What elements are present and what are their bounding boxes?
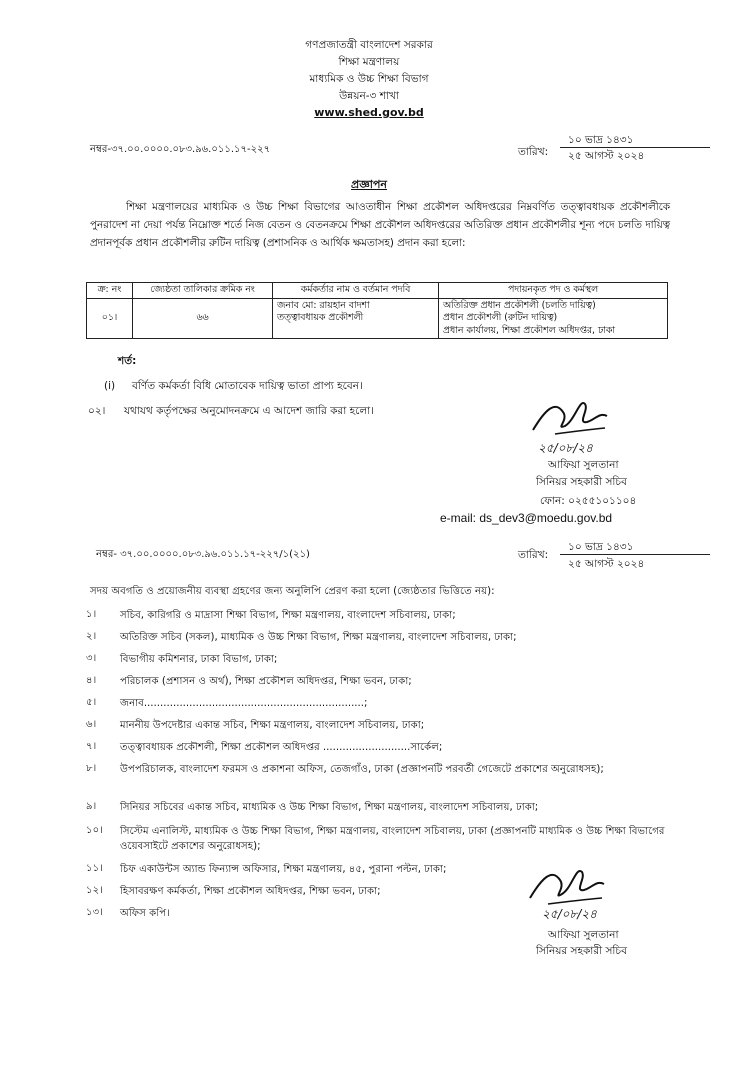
signature-date-2: ২৫/০৮/২৪ (542, 907, 597, 921)
division-name: মাধ্যমিক ও উচ্চ শিক্ষা বিভাগ (309, 73, 429, 85)
list-item: মাননীয় উপদেষ্টার একান্ত সচিব, শিক্ষা মন্ত্রণালয়, বাংলাদেশ সচিবালয়, ঢাকা; (120, 720, 425, 731)
list-item: বিভাগীয় কমিশনার, ঢাকা বিভাগ, ঢাকা; (120, 654, 278, 665)
date-english-2: ২৫ আগস্ট ২০২৪ (560, 554, 710, 571)
ministry-name: শিক্ষা মন্ত্রণালয় (338, 56, 400, 68)
post-line-3: প্রধান কার্যালয়, শিক্ষা প্রকৌশল অধিদপ্তর, ঢাকা (443, 324, 616, 336)
list-item: সিস্টেম এনালিস্ট, মাধ্যমিক ও উচ্চ শিক্ষা বিভাগ, শিক্ষা মন্ত্রণালয়, বাংলাদেশ সচিবালয়, ঢাকা (প্রজ্ঞাপনটি মাধ্যমিক ও উচ্চ শিক্ষা বিভাগের ওয়েবসাইটে প্রকাশের অনুরোধসহ); (120, 826, 665, 852)
list-item-number: ৯। (86, 801, 97, 812)
list-item: অফিস কপি। (120, 908, 170, 919)
list-item: পরিচালক (প্রশাসন ও অর্থ), শিক্ষা প্রকৌশল অধিদপ্তর, শিক্ষা ভবন, ঢাকা; (120, 676, 412, 687)
list-item: জনাব....................................................................; (120, 698, 368, 709)
list-item: সিনিয়র সচিবের একান্ত সচিব, মাধ্যমিক ও উচ্চ শিক্ষা বিভাগ, শিক্ষা মন্ত্রণালয়, বাংলাদেশ সচিবালয়, ঢাকা; (120, 802, 539, 813)
list-item: তত্ত্বাবধায়ক প্রকৌশলী, শিক্ষা প্রকৌশল অধিদপ্তর ...........................সার্কেল; (120, 742, 443, 753)
cell-serial: ০১। (87, 298, 133, 339)
date-bangla-2: ১০ ভাদ্র ১৪৩১ (568, 541, 634, 553)
list-item-number: ৪। (86, 675, 97, 686)
date-label-2: তারিখ: (518, 549, 549, 561)
order-number: ০২। (88, 405, 106, 417)
signatory-designation-2: সিনিয়র সহকারী সচিব (536, 945, 627, 957)
officer-designation: তত্ত্বাবধায়ক প্রকৌশলী (277, 312, 364, 324)
posting-table (86, 282, 668, 339)
cell-name (273, 298, 439, 339)
list-item: উপপরিচালক, বাংলাদেশ ফরমস ও প্রকাশনা অফিস, তেজগাঁও, ঢাকা (প্রজ্ঞাপনটি পরবর্তী গেজেটে প্রকাশের অনুরোধসহ); (120, 764, 604, 775)
branch-name: উন্নয়ন-৩ শাখা (339, 90, 399, 102)
list-item-number: ৬। (86, 719, 97, 730)
list-item-number: ১২। (86, 885, 103, 896)
condition-text: বর্ণিত কর্মকর্তা বিধি মোতাবেক দায়িত্ব ভাতা প্রাপ্য হবেন। (132, 380, 363, 392)
signatory-email[interactable]: e-mail: ds_dev3@moedu.gov.bd (440, 511, 613, 525)
col-post: পদায়নকৃত পদ ও কর্মস্থল (439, 283, 668, 299)
condition-number: (i) (104, 380, 116, 392)
signatory-name-1: আফিয়া সুলতানা (548, 459, 619, 471)
post-line-2: প্রধান প্রকৌশলী (রুটিন দায়িত্ব) (443, 312, 558, 324)
list-item-number: ১১। (86, 863, 103, 874)
list-item-number: ৮। (86, 763, 97, 774)
cell-post (439, 298, 668, 339)
list-item-number: ৫। (86, 697, 97, 708)
list-item-number: ৭। (86, 741, 97, 752)
body-paragraph: শিক্ষা মন্ত্রণালয়ের মাধ্যমিক ও উচ্চ শিক্ষা বিভাগের আওতাধীন শিক্ষা প্রকৌশল অধিদপ্তরের নিম্নবর্ণিত তত্ত্বাবধায়ক প্রকৌশলীকে পুনরাদেশ না দেয়া পর্যন্ত নিম্নোক্ত শর্তে নিজ বেতন ও বেতনক্রমে শিক্ষা প্রকৌশল অধিদপ্তরের অতিরিক্ত প্রধান প্রকৌশলীর শূন্য পদে চলতি দায়িত্ব প্রদানপূর্বক প্রধান প্রকৌশলীর রুটিন দায়িত্ব (প্রশাসনিক ও আর্থিক ক্ষমতাসহ) প্রদান করা হলো: (90, 201, 670, 249)
letterhead (0, 38, 738, 123)
date-english: ২৫ আগস্ট ২০২৪ (560, 147, 710, 163)
table-row (87, 298, 668, 339)
list-item-number: ২। (86, 631, 97, 642)
list-item-number: ১। (86, 609, 97, 620)
website-link[interactable]: www.shed.gov.bd (314, 106, 424, 119)
col-seniority: জ্যেষ্ঠতা তালিকার ক্রমিক নং (133, 283, 273, 299)
signature-date-1: ২৫/০৮/২৪ (538, 441, 593, 455)
memo-number: নম্বর-৩৭.০০.০০০০.০৮৩.৯৬.০১১.১৭-২২৭ (90, 144, 271, 155)
notice-title: প্রজ্ঞাপন (351, 178, 387, 191)
list-item-number: ১০। (86, 825, 103, 836)
date-block (560, 133, 710, 163)
list-item: সচিব, কারিগরি ও মাদ্রাসা শিক্ষা বিভাগ, শিক্ষা মন্ত্রণালয়, বাংলাদেশ সচিবালয়, ঢাকা; (120, 610, 456, 621)
list-item-number: ১৩। (86, 907, 103, 918)
conditions-label: শর্ত: (118, 355, 137, 367)
col-serial: ক্র: নং (87, 283, 133, 299)
table-header-row (87, 283, 668, 299)
post-line-1: অতিরিক্ত প্রধান প্রকৌশলী (চলতি দায়িত্ব) (443, 299, 596, 311)
list-item-number: ৩। (86, 653, 97, 664)
memo-number-2: নম্বর- ৩৭.০০.০০০০.০৮৩.৯৬.০১১.১৭-২২৭/১(২১) (96, 549, 310, 560)
cell-seniority: ৬৬ (133, 298, 273, 339)
date-block-2 (560, 540, 710, 571)
list-item: হিসাবরক্ষণ কর্মকর্তা, শিক্ষা প্রকৌশল অধিদপ্তর, শিক্ষা ভবন, ঢাকা; (120, 886, 381, 897)
date-bangla: ১০ ভাদ্র ১৪৩১ (568, 134, 634, 146)
date-label: তারিখ: (518, 146, 549, 158)
list-item: অতিরিক্ত সচিব (সকল), মাধ্যমিক ও উচ্চ শিক্ষা বিভাগ, শিক্ষা মন্ত্রণালয়, বাংলাদেশ সচিবালয়, ঢাকা; (120, 632, 517, 643)
distribution-intro: সদয় অবগতি ও প্রয়োজনীয় ব্যবস্থা গ্রহণের জন্য অনুলিপি প্রেরণ করা হলো (জ্যেষ্ঠতার ভিত্তিতে নয়): (90, 586, 495, 597)
list-item: চিফ একাউন্টস অ্যান্ড ফিন্যান্স অফিসার, শিক্ষা মন্ত্রণালয়, ৪৫, পুরানা পল্টন, ঢাকা; (120, 864, 447, 875)
signatory-phone: ফোন: ০২৫৫১০১১০৪ (540, 495, 637, 507)
signatory-name-2: আফিয়া সুলতানা (548, 929, 619, 941)
govt-name: গণপ্রজাতন্ত্রী বাংলাদেশ সরকার (305, 39, 433, 51)
officer-name: জনাব মো: রায়হান বাদশা (277, 299, 370, 311)
order-text: যথাযথ কর্তৃপক্ষের অনুমোদনক্রমে এ আদেশ জারি করা হলো। (124, 405, 374, 417)
col-name: কর্মকর্তার নাম ও বর্তমান পদবি (273, 283, 439, 299)
signatory-designation-1: সিনিয়র সহকারী সচিব (536, 476, 627, 488)
